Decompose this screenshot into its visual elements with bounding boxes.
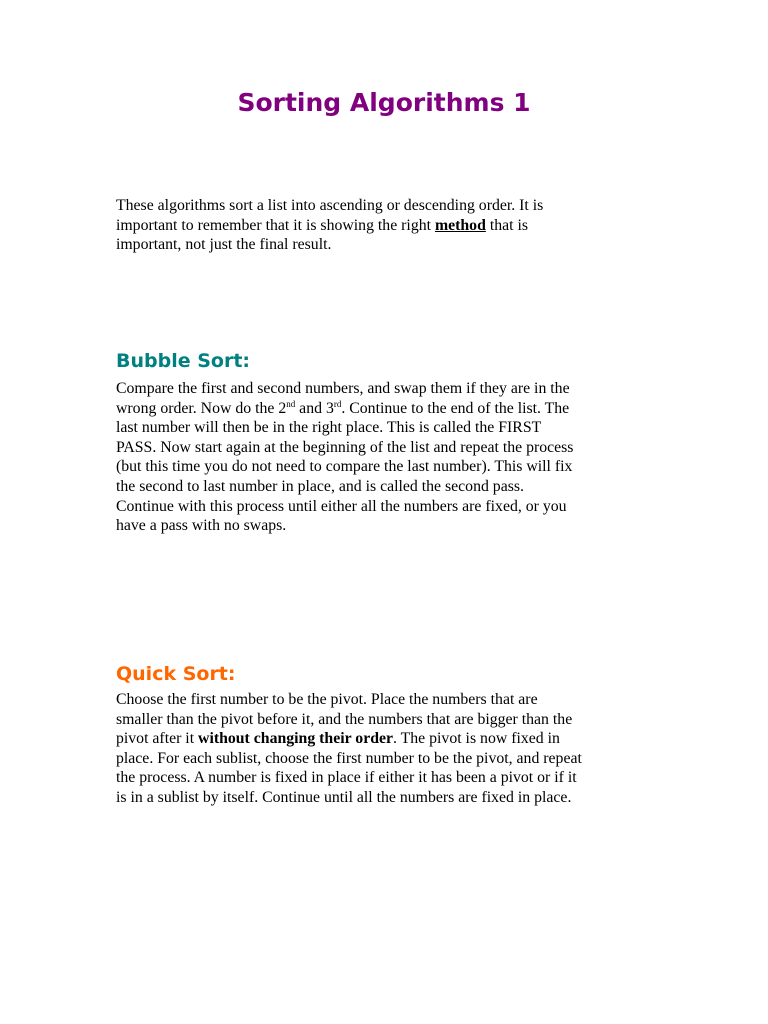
quick-line: the process. A number is fixed in place if either it has been a pivot or if it [116, 769, 577, 787]
intro-paragraph [116, 196, 656, 255]
intro-line: important, not just the final result. [116, 236, 332, 254]
bubble-line: and 3 [295, 399, 334, 417]
quick-line: place. For each sublist, choose the first number to be the pivot, and repeat [116, 749, 582, 767]
bubble-line: . Continue to the end of the list. The [341, 399, 570, 417]
method-emphasis: method [434, 216, 486, 234]
intro-line: These algorithms sort a list into ascending or descending order. It is [116, 197, 544, 214]
quick-line: is in a sublist by itself. Continue until all the numbers are fixed in place. [116, 788, 572, 806]
bubble-sort-heading: Bubble Sort: [116, 350, 251, 372]
quick-sort-heading: Quick Sort: [116, 663, 236, 685]
quick-line: smaller than the pivot before it, and the numbers that are bigger than the [116, 710, 573, 728]
bubble-sort-paragraph [116, 379, 656, 536]
bubble-line: PASS. Now start again at the beginning of the list and repeat the process [116, 438, 574, 456]
intro-line: important to remember that it is showing the right [116, 216, 435, 234]
order-emphasis: without changing their order [198, 730, 394, 748]
bubble-line: Continue with this process until either all the numbers are fixed, or you [116, 497, 567, 515]
superscript: nd [286, 398, 296, 409]
quick-line: pivot after it [116, 730, 199, 748]
quick-line: . The pivot is now fixed in [393, 730, 560, 748]
bubble-line: last number will then be in the right place. This is called the FIRST [116, 419, 542, 437]
bubble-line: wrong order. Now do the 2 [116, 399, 287, 417]
superscript: rd [333, 398, 342, 409]
bubble-line: the second to last number in place, and is called the second pass. [116, 477, 524, 495]
bubble-line: (but this time you do not need to compare the last number). This will fix [116, 458, 573, 476]
quick-line: Choose the first number to be the pivot. Place the numbers that are [116, 691, 538, 708]
bubble-line: Compare the first and second numbers, and swap them if they are in the [116, 380, 570, 397]
page-title: Sorting Algorithms 1 [237, 88, 531, 117]
bubble-line: have a pass with no swaps. [116, 517, 287, 535]
quick-sort-paragraph [116, 690, 656, 808]
intro-line: that is [485, 216, 528, 234]
